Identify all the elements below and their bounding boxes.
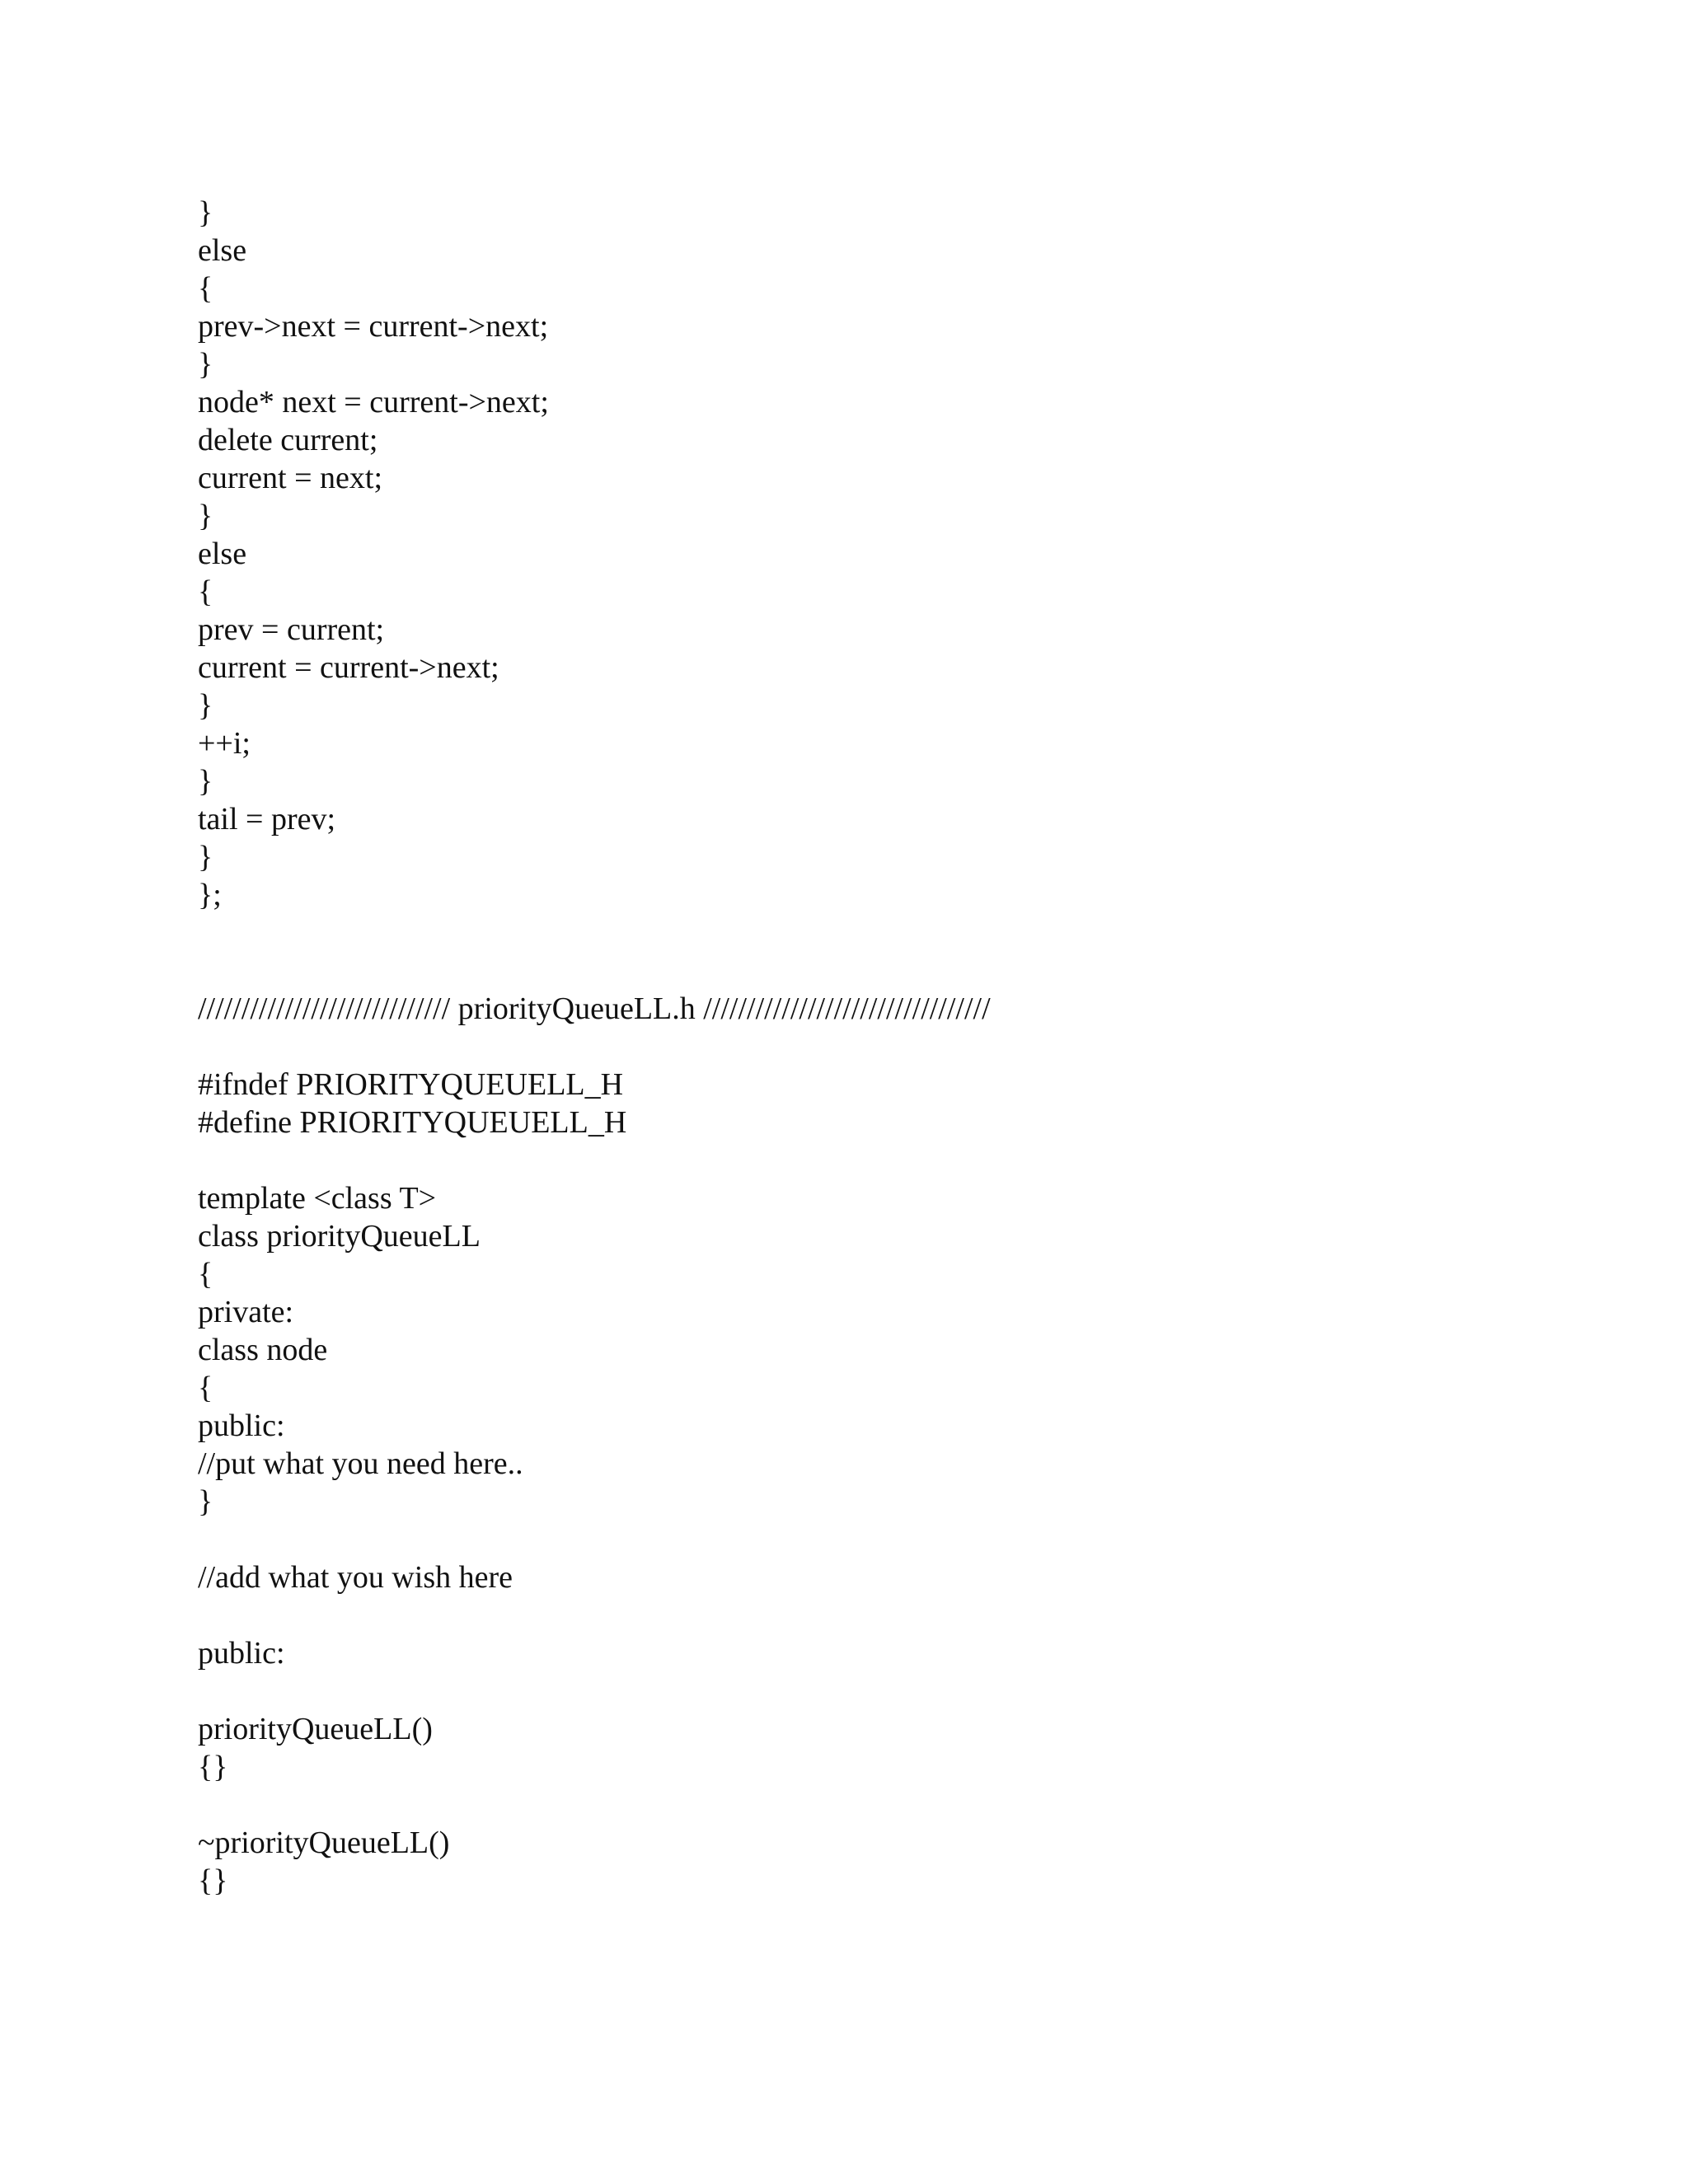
code-line: prev = current; xyxy=(198,612,385,647)
code-line: public: xyxy=(198,1408,285,1443)
code-line: node* next = current->next; xyxy=(198,385,549,419)
code-line: else xyxy=(198,537,247,571)
code-line xyxy=(198,1672,1599,1710)
code-line: } xyxy=(198,688,213,723)
code-line: //put what you need here.. xyxy=(198,1446,523,1481)
code-line xyxy=(198,1786,1599,1824)
code-line: class node xyxy=(198,1333,328,1367)
code-line: { xyxy=(198,1257,213,1291)
code-line: ~priorityQueueLL() xyxy=(198,1825,450,1860)
code-line xyxy=(198,1141,1599,1179)
code-line xyxy=(198,1596,1599,1634)
code-line: #define PRIORITYQUEUELL_H xyxy=(198,1105,627,1140)
code-line: tail = prev; xyxy=(198,802,336,837)
code-line: } xyxy=(198,840,213,874)
code-line: { xyxy=(198,1371,213,1405)
code-line: { xyxy=(198,574,213,609)
code-line: prev->next = current->next; xyxy=(198,309,549,344)
code-line: priorityQueueLL() xyxy=(198,1712,433,1746)
code-line: current = current->next; xyxy=(198,650,499,685)
code-line: } xyxy=(198,1484,213,1519)
code-line: else xyxy=(198,233,247,268)
code-line: {} xyxy=(198,1750,228,1784)
code-line: }; xyxy=(198,878,222,912)
code-line: private: xyxy=(198,1295,294,1329)
code-line xyxy=(198,914,1599,952)
code-line: template <class T> xyxy=(198,1181,437,1216)
code-line: } xyxy=(198,499,213,533)
code-text-block xyxy=(198,194,1599,1900)
code-line: } xyxy=(198,347,213,382)
code-line: //add what you wish here xyxy=(198,1560,513,1595)
code-line: delete current; xyxy=(198,423,378,457)
code-line: ///////////////////////////// priorityQueueLL.h ///////////////////////////////// xyxy=(198,991,991,1026)
code-line: #ifndef PRIORITYQUEUELL_H xyxy=(198,1067,624,1102)
code-line: current = next; xyxy=(198,461,383,495)
code-line: } xyxy=(198,195,213,230)
code-line: public: xyxy=(198,1636,285,1671)
code-line xyxy=(198,1521,1599,1558)
code-line xyxy=(198,952,1599,990)
code-line: ++i; xyxy=(198,726,251,761)
code-line xyxy=(198,1028,1599,1066)
code-line: } xyxy=(198,764,213,799)
code-line: { xyxy=(198,271,213,306)
code-line: class priorityQueueLL xyxy=(198,1219,481,1254)
code-line: {} xyxy=(198,1863,228,1898)
